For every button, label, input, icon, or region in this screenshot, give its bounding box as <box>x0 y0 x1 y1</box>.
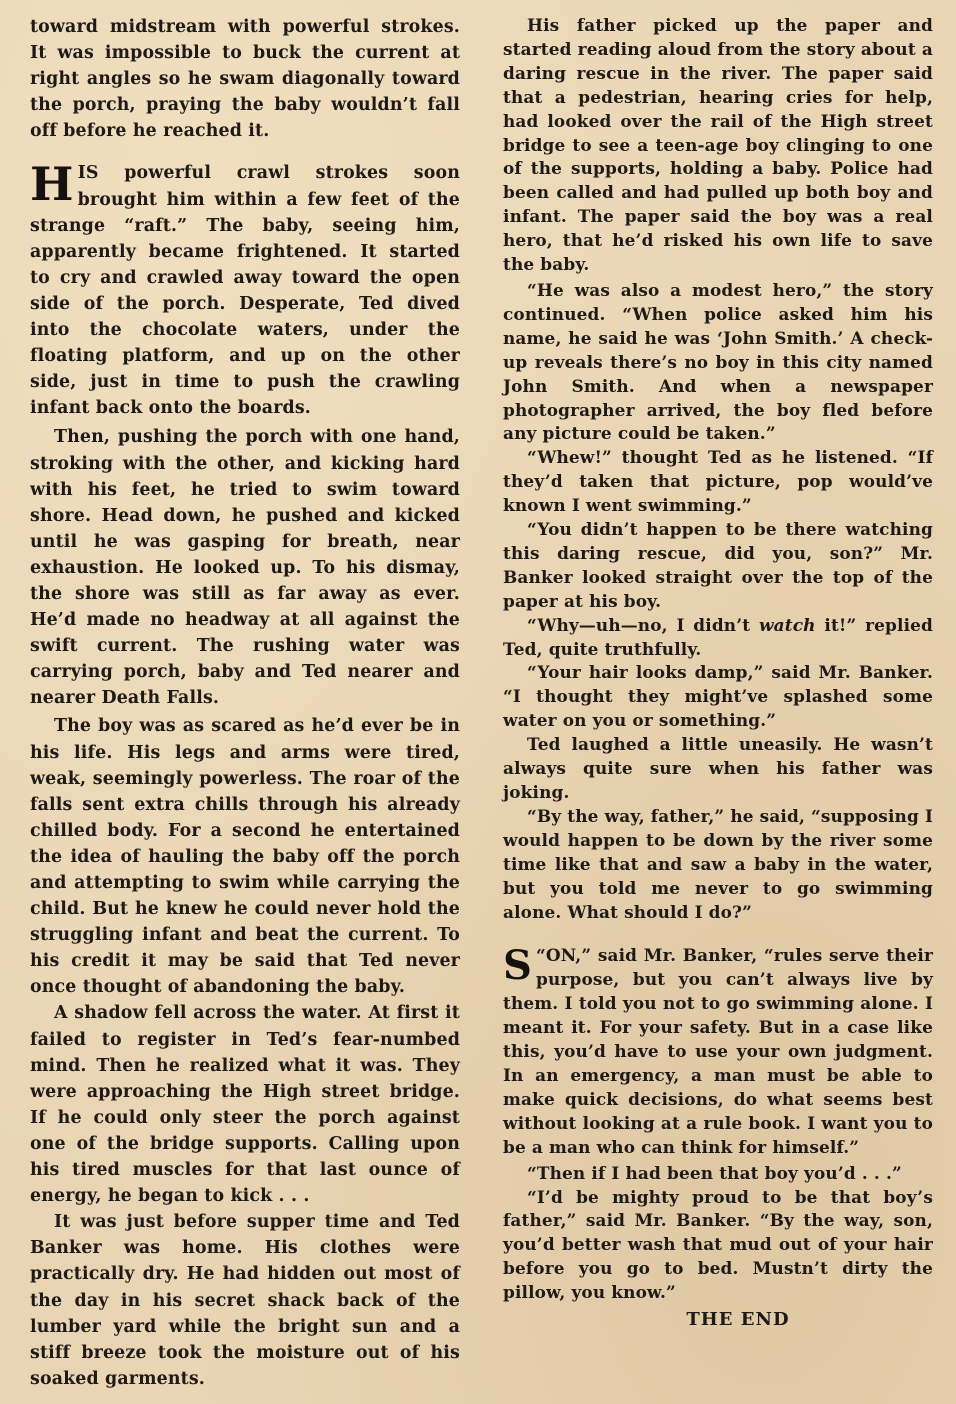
paragraph-text: IS powerful crawl strokes soon brought him within a few feet of the strange “raft.” The baby, seeing him, apparently became frightened. It started to cry and crawled away toward the open side of the porch. Desperate, Ted dived into the chocolate waters, under the floating platform, and up on the other side, just in time to push the crawling infant back onto the boards. <box>30 163 460 419</box>
paragraph: It was just before supper time and Ted Banker was home. His clothes were practically dry. He had hidden out most of the day in his secret shack back of the lumber yard while the bright sun and a stiff breeze took the moisture out of his soaked garments. <box>30 1212 460 1389</box>
paragraph: “He was also a modest hero,” the story continued. “When police asked him his name, he said he was ‘John Smith.’ A check-up reveals there’s no boy in this city named John Smith. And when a newspaper photographer arrived, the boy fled before any picture could be taken.” <box>503 279 933 444</box>
left-column <box>30 14 460 1392</box>
paragraph: Ted laughed a little uneasily. He wasn’t always quite sure when his father was joking. <box>503 734 933 802</box>
paragraph: “I’d be mighty proud to be that boy’s father,” said Mr. Banker. “By the way, son, you’d better wash that mud out of your hair before you go to bed. Mustn’t dirty the pillow, you know.” <box>503 1186 933 1303</box>
paragraph: The boy was as scared as he’d ever be in his life. His legs and arms were tired, weak, seemingly powerless. The roar of the falls sent extra chills through his already chilled body. For a second he entertained the idea of hauling the baby off the porch and attempting to swim while carrying the child. But he knew he could never hold the struggling infant and beat the current. To his credit it may be said that Ted never once thought of abandoning the baby. <box>30 716 460 998</box>
emphasis-text: watch <box>758 614 816 635</box>
paragraph-text: it!” replied Ted, quite truthfully. <box>503 614 934 659</box>
opening-quote: “ <box>536 945 546 966</box>
paragraph-dropcap <box>30 157 460 421</box>
paragraph: A shadow fell across the water. At first it failed to register in Ted’s fear-numbed mind. Then he realized what it was. They were approaching the High street bridge. If he could only steer the porch against one of the bridge supports. Calling upon his tired muscles for that last ounce of energy, he began to kick . . . <box>30 1003 460 1207</box>
paragraph-text: “Why—uh—no, I didn’t <box>527 614 759 635</box>
paragraph: “Whew!” thought Ted as he listened. “If they’d taken that picture, pop would’ve known I went swimming.” <box>503 447 933 516</box>
paragraph: toward midstream with powerful strokes. It was impossible to buck the current at right angles so he swam diagonally toward the porch, praying the baby wouldn’t fall off before he reached it. <box>30 17 460 142</box>
paragraph: “By the way, father,” he said, “supposing I would happen to be down by the river some time like that and saw a baby in the water, but you told me never to go swimming alone. What should I do?” <box>503 805 934 922</box>
drop-cap-letter: S <box>503 942 533 990</box>
paragraph: “You didn’t happen to be there watching this daring rescue, did you, son?” Mr. Banker looked straight over the top of the paper at his boy. <box>503 519 933 611</box>
the-end-label: THE END <box>686 1309 790 1331</box>
paragraph-dropcap <box>503 944 933 1159</box>
paragraph <box>503 614 933 662</box>
paragraph: “Your hair looks damp,” said Mr. Banker. “I thought they might’ve splashed some water on you or something.” <box>503 662 933 731</box>
paragraph: “Then if I had been that boy you’d . . .” <box>527 1162 902 1183</box>
paragraph: His father picked up the paper and started reading aloud from the story about a daring rescue in the river. The paper said that a pedestrian, hearing cries for help, had looked over the rail of the High street bridge to see a teen-age boy clinging to one of the supports, holding a baby. Police had been called and had pulled up both boy and infant. The paper said the boy was a real hero, that he’d risked his own life to save the baby. <box>503 15 933 275</box>
paragraph-text: ON,” said Mr. Banker, “rules serve their purpose, but you can’t always live by them. I told you not to go swimming alone. I meant it. For your safety. But in a case like this, you’d have to use your own judgment. In an emergency, a man must be able to make quick decisions, do what seems best without looking at a rule book. I want you to be a man who can think for himself.” <box>503 945 933 1157</box>
right-column <box>503 14 933 1330</box>
paragraph: Then, pushing the porch with one hand, stroking with the other, and kicking hard with his feet, he tried to swim toward shore. Head down, he pushed and kicked until he was gasping for breath, near exhaustion. He looked up. To his dismay, the shore was still as far away as ever. He’d made no headway at all against the swift current. The rushing water was carrying porch, baby and Ted nearer and nearer Death Falls. <box>30 427 460 709</box>
drop-cap-letter: H <box>30 157 74 212</box>
